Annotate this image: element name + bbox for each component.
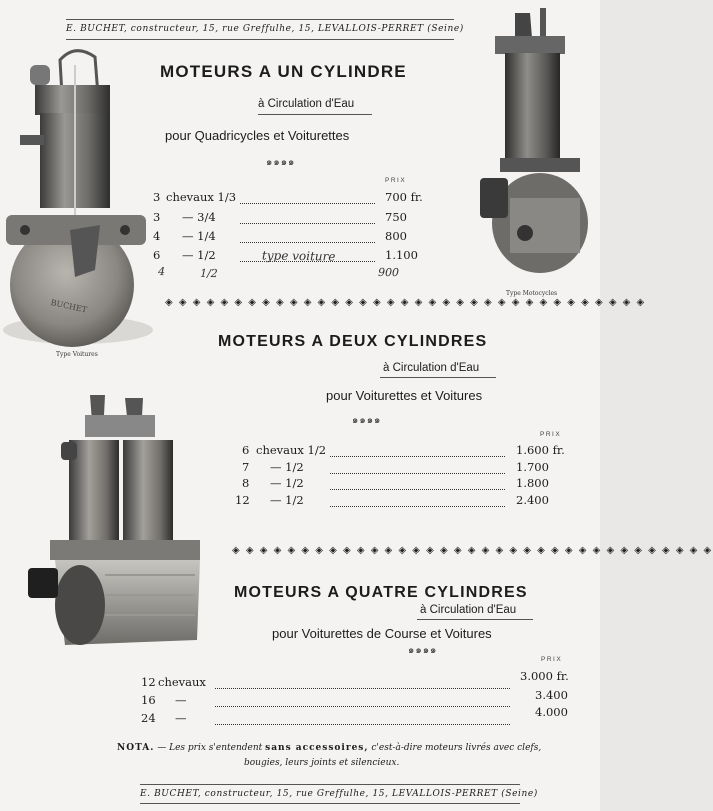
section3-row-price: 3.400 — [535, 688, 568, 702]
section2-circulation: à Circulation d'Eau — [383, 362, 480, 374]
section2-row-hp: 6 — [242, 443, 250, 457]
section1-row-label: chevaux 1/3 — [166, 190, 237, 204]
section1-row-label: — 1/2 — [182, 248, 216, 262]
section1-handwritten-note: type voiture — [261, 248, 336, 264]
section3-row-hp: 12 — [141, 675, 156, 689]
section2-row-leader — [330, 506, 505, 507]
section3-usage: pour Voiturettes de Course et Voitures — [272, 626, 492, 641]
section2-row-hp: 12 — [235, 493, 250, 507]
section1-row-price: 750 — [385, 210, 407, 224]
section3-row-hp: 24 — [141, 711, 156, 725]
caption-type-motocycles: Type Motocycles — [506, 290, 558, 297]
section1-handwritten-label: 1/2 — [199, 266, 218, 281]
section3-row-label: — — [175, 693, 187, 707]
section1-row-leader — [240, 242, 375, 243]
section1-row-price: 700 fr. — [385, 190, 423, 204]
section2-row-label: chevaux 1/2 — [256, 443, 327, 457]
section2-row-label: — 1/2 — [270, 476, 304, 490]
section2-row-price: 2.400 — [516, 493, 549, 507]
engine-two-cylinder-image — [25, 390, 210, 660]
section2-row-label: — 1/2 — [270, 493, 304, 507]
section3-row-leader — [215, 724, 510, 725]
section-divider-2: ◈ ◈ ◈ ◈ ◈ ◈ ◈ ◈ ◈ ◈ ◈ ◈ ◈ ◈ ◈ ◈ ◈ ◈ ◈ ◈ ◈ ◈ ◈ ◈ ◈ ◈ ◈ ◈ ◈ ◈ ◈ ◈ ◈ ◈ ◈ — [232, 545, 713, 556]
section3-row-leader — [215, 706, 510, 707]
section2-row-price: 1.700 — [516, 460, 549, 474]
engine-motocycles-image — [470, 8, 590, 278]
section2-row-hp: 7 — [242, 460, 250, 474]
section2-ornament: ๑๑๑๑ — [352, 415, 382, 426]
section1-row-hp: 3 — [153, 210, 161, 224]
section2-circulation-underline — [380, 377, 496, 378]
section3-circulation: à Circulation d'Eau — [420, 604, 517, 616]
section1-row-hp: 4 — [153, 229, 161, 243]
section3-row-label: chevaux — [158, 675, 206, 689]
section2-row-label: — 1/2 — [270, 460, 304, 474]
section2-row-hp: 8 — [242, 476, 250, 490]
nota-text-2: c'est-à-dire moteurs livrés avec clefs, — [371, 743, 542, 753]
section3-prix-label: PRIX — [541, 656, 563, 663]
section1-handwritten-price: 900 — [377, 265, 400, 280]
engine-plate-text: BUCHET — [49, 298, 88, 315]
section1-ornament: ๑๑๑๑ — [266, 157, 296, 168]
nota-bold: sans accessoires, — [265, 743, 369, 753]
section1-circulation-underline — [258, 114, 372, 115]
section2-row-price: 1.600 fr. — [516, 443, 565, 457]
section-divider-1: ◈ ◈ ◈ ◈ ◈ ◈ ◈ ◈ ◈ ◈ ◈ ◈ ◈ ◈ ◈ ◈ ◈ ◈ ◈ ◈ ◈ ◈ ◈ ◈ ◈ ◈ ◈ ◈ ◈ ◈ ◈ ◈ ◈ ◈ ◈ — [165, 297, 646, 308]
section2-title: MOTEURS A DEUX CYLINDRES — [218, 333, 488, 350]
header-rule-bottom — [66, 39, 454, 40]
engine-single-cylinder-voitures-image — [0, 45, 160, 345]
section1-row-label: — 3/4 — [182, 210, 216, 224]
section2-usage: pour Voiturettes et Voitures — [326, 388, 483, 403]
header-text: E. BUCHET, constructeur, 15, rue Greffulhe, 15, LEVALLOIS-PERRET (Seine) — [66, 24, 464, 34]
section1-row-price: 800 — [385, 229, 407, 243]
section1-row-price: 1.100 — [385, 248, 418, 262]
section3-row-hp: 16 — [141, 693, 156, 707]
section1-prix-label: PRIX — [385, 177, 407, 184]
header-rule-top — [66, 19, 454, 20]
footer-rule-top — [140, 784, 520, 785]
nota-line-2: bougies, leurs joints et silencieux. — [244, 758, 400, 768]
section1-row-hp: 6 — [153, 248, 161, 262]
nota-text-1: — Les prix s'entendent — [157, 743, 263, 753]
section1-usage: pour Quadricycles et Voiturettes — [165, 128, 350, 143]
section2-row-leader — [330, 473, 505, 474]
section3-row-leader — [215, 688, 510, 689]
section3-title: MOTEURS A QUATRE CYLINDRES — [234, 584, 528, 601]
section1-handwritten-hp: 4 — [157, 264, 166, 279]
nota-label: NOTA. — [117, 743, 155, 753]
section3-row-price: 4.000 — [535, 705, 568, 719]
section1-circulation: à Circulation d'Eau — [258, 98, 355, 110]
section2-prix-label: PRIX — [540, 431, 562, 438]
section3-row-label: — — [175, 711, 187, 725]
section3-row-price: 3.000 fr. — [520, 669, 569, 683]
section1-row-leader — [240, 223, 375, 224]
section3-circulation-underline — [417, 619, 533, 620]
section2-row-price: 1.800 — [516, 476, 549, 490]
section1-row-leader — [240, 203, 375, 204]
section2-row-leader — [330, 456, 505, 457]
section1-row-hp: 3 — [153, 190, 161, 204]
footer-text: E. BUCHET, constructeur, 15, rue Greffulhe, 15, LEVALLOIS-PERRET (Seine) — [140, 789, 538, 799]
section1-row-label: — 1/4 — [182, 229, 216, 243]
footer-rule-bottom — [140, 803, 520, 804]
nota-line-1 — [117, 743, 541, 753]
section2-row-leader — [330, 489, 505, 490]
section1-title: MOTEURS A UN CYLINDRE — [160, 62, 407, 81]
section3-ornament: ๑๑๑๑ — [408, 645, 438, 656]
caption-type-voitures: Type Voitures — [56, 351, 98, 358]
